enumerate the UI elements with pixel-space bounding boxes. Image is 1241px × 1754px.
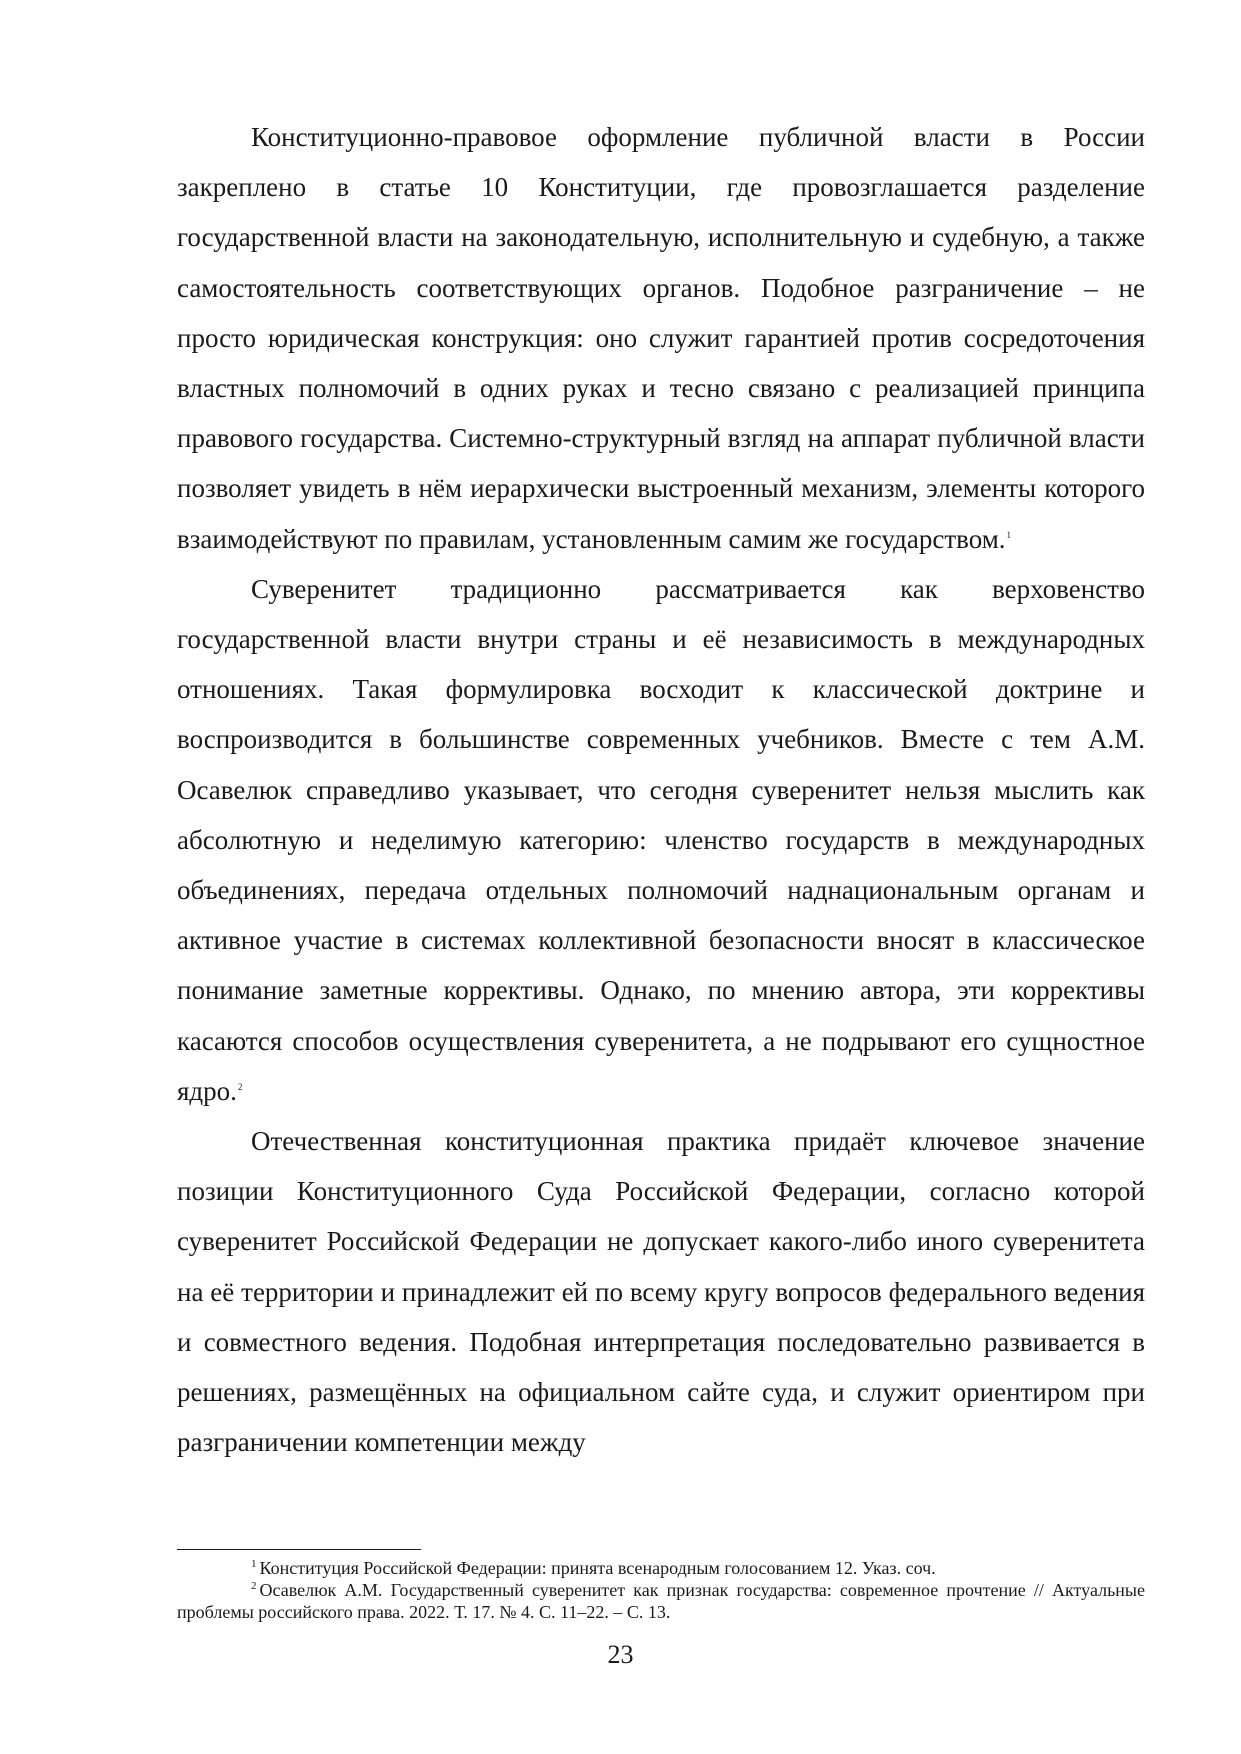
page-number: 23 [607, 1640, 634, 1669]
footnotes-section [177, 1557, 1145, 1623]
footnote-text: Осавелюк А.М. Государственный суверенитет как признак государства: современное прочтение // Актуальные проблемы российского права. 2022. Т. 17. № 4. С. 11–22. – С. 13. [177, 1580, 1145, 1622]
paragraph-text: Отечественная конституционная практика придаёт ключевое значение позиции Конституционного Суда Российской Федерации, согласно которой суверенитет Российской Федерации не допускает какого-либо иного суверенитета на её территории и принадлежит ей по всему кругу вопросов федерального ведения и совместного ведения. Подобная интерпретация последовательно развивается в решениях, размещённых на официальном сайте суда, и служит ориентиром при разграничении компетенции между [177, 1126, 1145, 1458]
footnote [177, 1579, 1145, 1623]
paragraph [177, 1116, 1145, 1467]
footnote-reference[interactable]: 1 [1006, 529, 1012, 540]
footnote-text: Конституция Российской Федерации: принята всенародным голосованием 12. Указ. соч. [259, 1558, 936, 1578]
footnote-separator [177, 1549, 421, 1550]
main-text [177, 112, 1145, 1467]
footnote-mark: 1 [251, 1558, 257, 1570]
footnote-mark: 2 [251, 1580, 257, 1592]
paragraph-text: Суверенитет традиционно рассматривается как верховенство государственной власти внутри страны и её независимость в международных отношениях. Такая формулировка восходит к классической доктрине и воспроизводится в большинстве современных учебников. Вместе с тем А.М. Осавелюк справедливо указывает, что сегодня суверенитет нельзя мыслить как абсолютную и неделимую категорию: членство государств в международных объединениях, передача отдельных полномочий наднациональным органам и активное участие в системах коллективной безопасности вносят в классическое понимание заметные коррективы. Однако, по мнению автора, эти коррективы касаются способов осуществления суверенитета, а не подрывают его сущностное ядро. [177, 573, 1145, 1106]
footnote-reference[interactable]: 2 [237, 1081, 243, 1092]
paragraph [177, 564, 1145, 1116]
footnote [177, 1557, 1145, 1579]
paragraph [177, 112, 1145, 564]
paragraph-text: Конституционно-правовое оформление публичной власти в России закреплено в статье 10 Конституции, где провозглашается разделение государственной власти на законодательную, исполнительную и судебную, а также самостоятельность соответствующих органов. Подобное разграничение – не просто юридическая конструкция: оно служит гарантией против сосредоточения властных полномочий в одних руках и тесно связано с реализацией принципа правового государства. Системно-структурный взгляд на аппарат публичной власти позволяет увидеть в нём иерархически выстроенный механизм, элементы которого взаимодействуют по правилам, установленным самим же государством. [177, 122, 1145, 554]
